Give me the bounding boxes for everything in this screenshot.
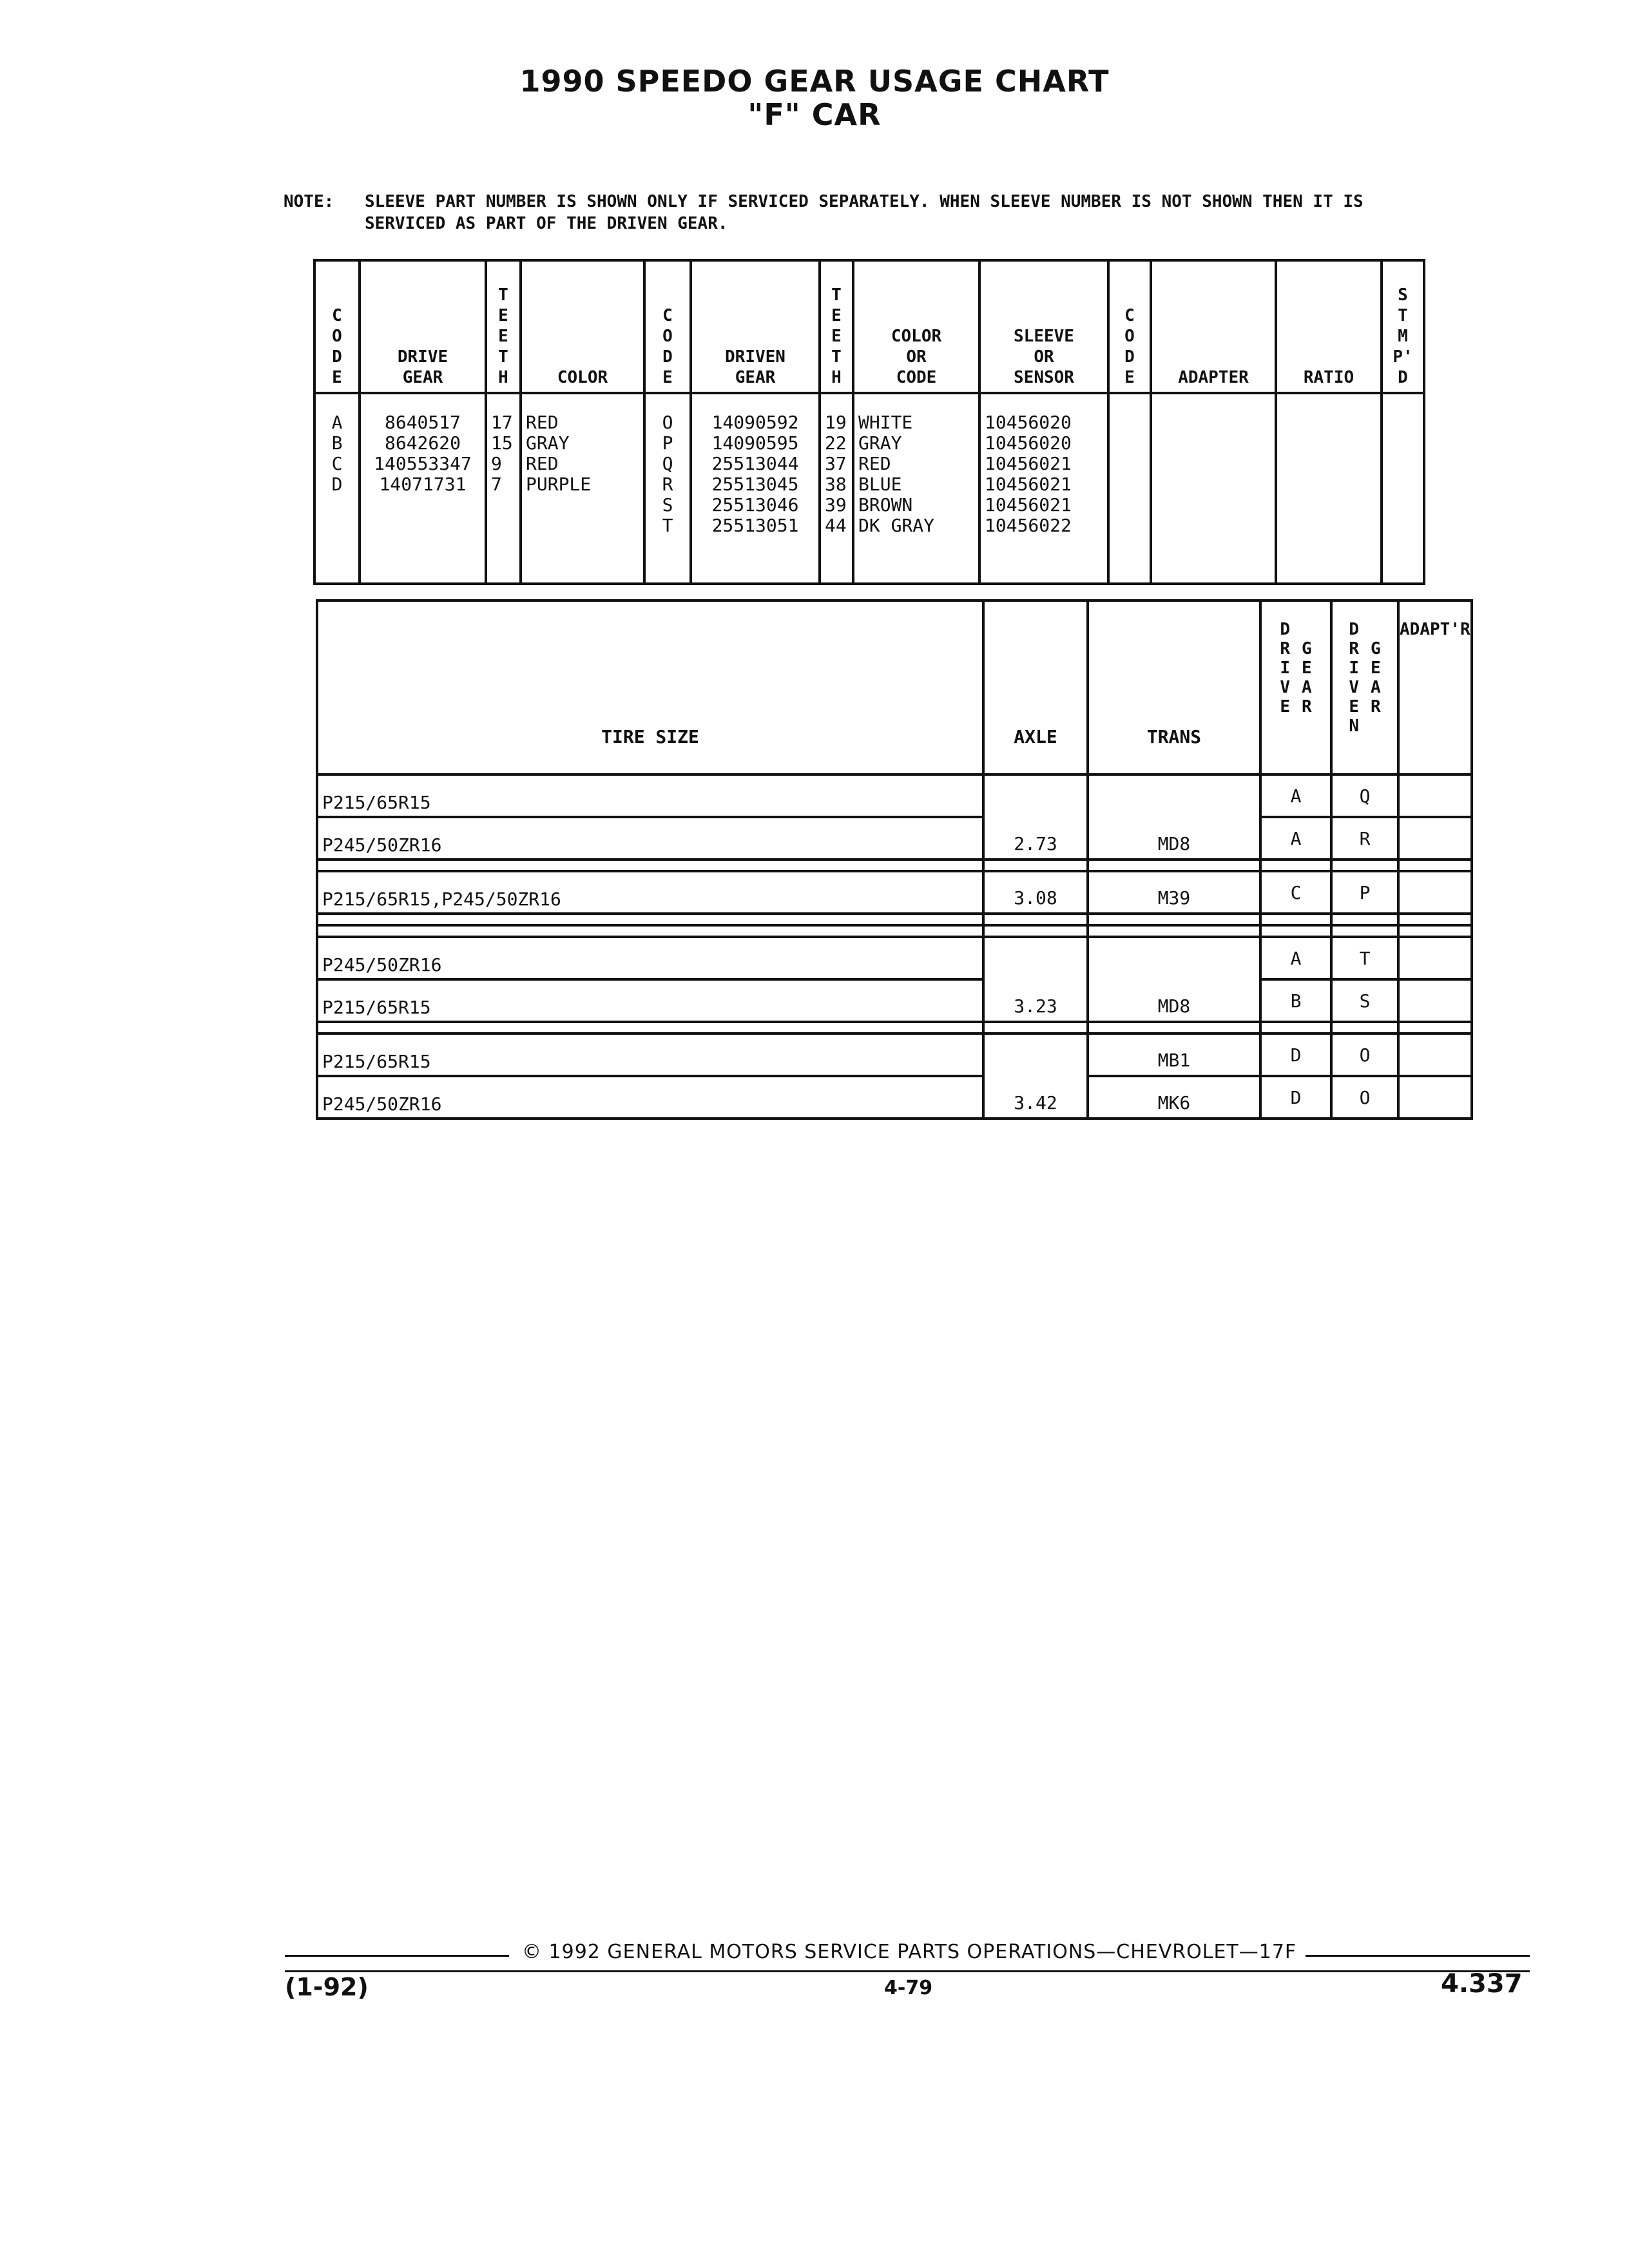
tire-size-cell: P245/50ZR16 xyxy=(317,937,983,979)
header-stmpd: S T M P' D xyxy=(1382,260,1424,393)
tire-size-cell: P245/50ZR16 xyxy=(317,817,983,860)
header-trans: TRANS xyxy=(1088,601,1260,774)
footer-rule-right xyxy=(1306,1955,1530,1957)
separator-row xyxy=(317,1022,1472,1033)
header-code-3: C O D E xyxy=(1108,260,1151,393)
adapter-cell xyxy=(1398,979,1472,1022)
driven-gear-cell: Q xyxy=(1331,774,1398,817)
adapter-cell xyxy=(1398,937,1472,979)
page-subtitle: "F" CAR xyxy=(747,97,882,132)
trans-cell: MB1 xyxy=(1088,1033,1260,1076)
header-tire-size: TIRE SIZE xyxy=(317,601,983,774)
axle-cell: 3.42 xyxy=(983,1033,1088,1119)
note-line-1: SLEEVE PART NUMBER IS SHOWN ONLY IF SERVICED SEPARATELY. WHEN SLEEVE NUMBER IS NOT SHOWN THEN IT IS xyxy=(365,192,1364,211)
drive-gear-column: 8640517 8642620 140553347 14071731 xyxy=(360,393,486,584)
driven-gear-cell: S xyxy=(1331,979,1398,1022)
adapter-cell xyxy=(1398,774,1472,817)
driven-gear-cell: T xyxy=(1331,937,1398,979)
table-row xyxy=(317,937,1472,979)
adapter-cell xyxy=(1398,1076,1472,1119)
table-row xyxy=(317,1033,1472,1076)
tire-size-cell: P215/65R15 xyxy=(317,979,983,1022)
tire-size-cell: P215/65R15,P245/50ZR16 xyxy=(317,871,983,914)
tire-size-cell: P215/65R15 xyxy=(317,1033,983,1076)
usage-table xyxy=(316,599,1473,1120)
header-teeth-1: T E E T H xyxy=(486,260,521,393)
driven-gear-cell: O xyxy=(1331,1033,1398,1076)
footer-page: 4-79 xyxy=(884,1977,933,1999)
trans-cell: MD8 xyxy=(1088,774,1260,860)
note xyxy=(284,191,1364,235)
page-title: 1990 SPEEDO GEAR USAGE CHART xyxy=(519,64,1110,99)
note-line-2: SERVICED AS PART OF THE DRIVEN GEAR. xyxy=(365,214,728,233)
header-sleeve-or-sensor: SLEEVE OR SENSOR xyxy=(979,260,1108,393)
separator-row xyxy=(317,925,1472,937)
axle-cell: 3.23 xyxy=(983,937,1088,1022)
gear-table xyxy=(313,259,1425,585)
drive-gear-cell: A xyxy=(1260,774,1331,817)
tire-size-cell: P215/65R15 xyxy=(317,774,983,817)
footer-date: (1-92) xyxy=(285,1973,369,2001)
table-row xyxy=(317,979,1472,1022)
gear-table-body xyxy=(314,393,1424,584)
note-label: NOTE: xyxy=(284,192,334,211)
trans-cell: M39 xyxy=(1088,871,1260,914)
header-code-1: C O D E xyxy=(314,260,360,393)
header-axle: AXLE xyxy=(983,601,1088,774)
copyright-line: © 1992 GENERAL MOTORS SERVICE PARTS OPERATIONS—CHEVROLET—17F xyxy=(522,1941,1297,1963)
usage-table-header xyxy=(317,601,1472,774)
axle-cell: 2.73 xyxy=(983,774,1088,860)
table-row xyxy=(317,817,1472,860)
axle-cell: 3.08 xyxy=(983,871,1088,914)
adapter-cell xyxy=(1398,1033,1472,1076)
header-drive-gear: DRIVE GEAR xyxy=(360,260,486,393)
trans-cell: MK6 xyxy=(1088,1076,1260,1119)
driven-code-column: O P Q R S T xyxy=(644,393,691,584)
adapter-cell xyxy=(1398,817,1472,860)
separator-row xyxy=(317,860,1472,871)
driven-gear-cell: P xyxy=(1331,871,1398,914)
driven-gear-column: 14090592 14090595 25513044 25513045 25513046 25513051 xyxy=(691,393,820,584)
footer-rule-left xyxy=(285,1955,509,1957)
stmpd-column xyxy=(1382,393,1424,584)
drive-gear-cell: D xyxy=(1260,1033,1331,1076)
table-row xyxy=(317,871,1472,914)
drive-gear-cell: B xyxy=(1260,979,1331,1022)
driven-teeth-column: 19 22 37 38 39 44 xyxy=(820,393,853,584)
drive-gear-cell: A xyxy=(1260,937,1331,979)
gear-table-header xyxy=(314,260,1424,393)
drive-code-column: A B C D xyxy=(314,393,360,584)
tire-size-cell: P245/50ZR16 xyxy=(317,1076,983,1119)
driven-gear-cell: O xyxy=(1331,1076,1398,1119)
drive-teeth-column: 17 15 9 7 xyxy=(486,393,521,584)
adapter-cell xyxy=(1398,871,1472,914)
header-driven-gear: DRIVEN GEAR xyxy=(691,260,820,393)
drive-gear-cell: D xyxy=(1260,1076,1331,1119)
footer-rule-full xyxy=(285,1970,1530,1972)
trans-cell: MD8 xyxy=(1088,937,1260,1022)
header-drive-gear: D R I V E G E A R xyxy=(1260,601,1331,774)
separator-row xyxy=(317,914,1472,925)
adapter-column xyxy=(1151,393,1276,584)
table-row xyxy=(317,774,1472,817)
drive-gear-cell: C xyxy=(1260,871,1331,914)
footer-number: 4.337 xyxy=(1441,1969,1523,1999)
drive-color-column: RED GRAY RED PURPLE xyxy=(521,393,644,584)
driven-gear-cell: R xyxy=(1331,817,1398,860)
header-teeth-2: T E E T H xyxy=(820,260,853,393)
table-row xyxy=(317,1076,1472,1119)
header-driven-gear: D R I V E N G E A R xyxy=(1331,601,1398,774)
header-color: COLOR xyxy=(521,260,644,393)
sleeve-column: 10456020 10456020 10456021 10456021 10456021 10456022 xyxy=(979,393,1108,584)
header-color-or-code: COLOR OR CODE xyxy=(853,260,979,393)
header-code-2: C O D E xyxy=(644,260,691,393)
driven-color-column: WHITE GRAY RED BLUE BROWN DK GRAY xyxy=(853,393,979,584)
header-ratio: RATIO xyxy=(1276,260,1382,393)
drive-gear-cell: A xyxy=(1260,817,1331,860)
header-adapter: ADAPTER xyxy=(1151,260,1276,393)
code-3-column xyxy=(1108,393,1151,584)
ratio-column xyxy=(1276,393,1382,584)
header-adaptr: ADAPT'R xyxy=(1398,601,1472,774)
